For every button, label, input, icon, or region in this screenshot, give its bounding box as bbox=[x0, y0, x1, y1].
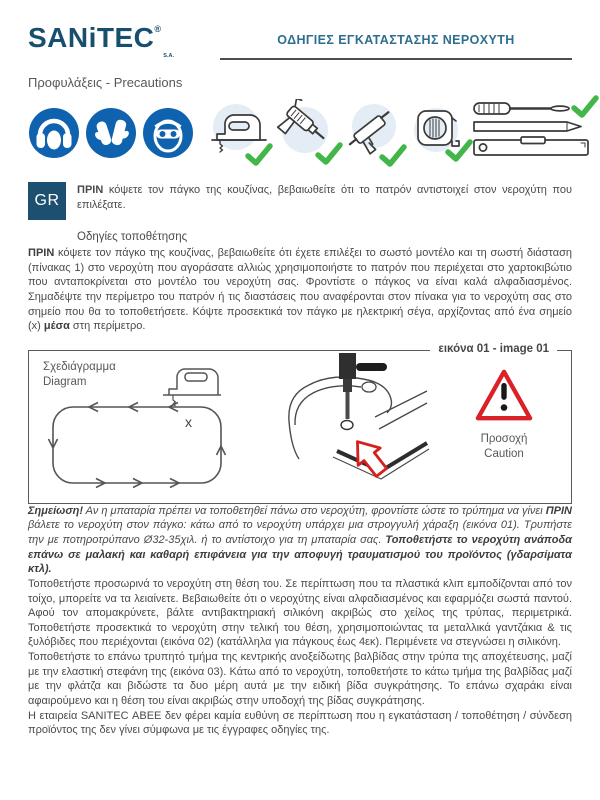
hand-tools-set bbox=[471, 100, 595, 165]
check-icon bbox=[379, 144, 407, 168]
paragraph-3: Τοποθετήστε προσωρινά το νεροχύτη στη θέση του. Σε περίπτωση που τα πλαστικά κλιπ εμποδίζονται από τον τοίχο, μπορείτε να τα λειαίνετε. Βεβαιωθείτε ότι ο νεροχύτης είναι αλφαδιασμένος και εφαρμόζει σωστά παντού. Αφού τον απομακρύνετε, βάλτε αντιβακτηριακή σιλικόνη ακριβώς στο χείλος της τρύπας, περιμετρικά. Τοποθετήστε προσεκτικά το νεροχύτη στην τελική του θέση, χρησιμοποιώντας τα μεταλλικά γαντζάκια & τις ξυλόβιδες που περιέχονται (εικόνα 02) (κατάλληλα για πάγκους έως 4εκ). Περιμένετε να στεγνώσει η σιλικόνη. bbox=[28, 577, 572, 649]
cutting-path-diagram bbox=[37, 359, 283, 495]
check-icon bbox=[445, 139, 473, 163]
sanitec-logo bbox=[28, 22, 180, 59]
caulk-gun-tool bbox=[341, 99, 403, 166]
bold-keyword: μέσα bbox=[43, 320, 70, 333]
figure-01-box bbox=[28, 342, 572, 504]
drill-tool bbox=[272, 99, 336, 166]
language-badge: GR bbox=[28, 182, 66, 220]
registered-mark: ® bbox=[154, 24, 162, 34]
face-protection-icon bbox=[142, 107, 194, 159]
precaution-icons-row bbox=[28, 99, 572, 166]
check-icon bbox=[315, 142, 343, 166]
drilling-illustration bbox=[277, 353, 433, 501]
disclaimer-paragraph: Η εταιρεία SANITEC ΑΒΕΕ δεν φέρει καμία ευθύνη σε περίπτωση που η εγκατάσταση / τοποθέτηση / σύνδεση προϊόντος της δεν γίνει σύμφωνα με τις έγγραφες οδηγίες της. bbox=[28, 709, 572, 737]
diagram-label: Σχεδιάγραμμα Diagram bbox=[43, 360, 116, 388]
subheading-install: Οδηγίες τοποθέτησης bbox=[77, 231, 188, 243]
bold-keyword: ΠΡΙΝ bbox=[77, 184, 104, 196]
caution-block bbox=[445, 367, 563, 462]
logo-sa-suffix: S.A. bbox=[163, 53, 174, 59]
bold-keyword: Σημείωση! bbox=[28, 504, 84, 517]
ear-protection-icon bbox=[28, 107, 80, 159]
bold-keyword: ΠΡΙΝ bbox=[545, 504, 572, 517]
title-rule bbox=[220, 24, 572, 60]
header bbox=[28, 24, 572, 60]
paragraph-4: Τοποθετήστε το επάνω τρυπητό τμήμα της κεντρικής ανοξείδωτης βαλβίδας στην τρύπα της αποχέτευσης, μαζί με την ελαστική στεφάνη της (εικόνα 03). Κάτω από το νεροχύτη, τοποθετήστε το κάτω τμήμα της βαλβίδας μαζί με την φλάτζα και βιδώστε τα δυο μέρη αυτά με την ειδική βίδα συγκράτησης. Το επάνω σχαράκι είναι αφαιρούμενο και η θέση του είναι ακριβώς στην υποδοχή της βίδας συγκράτησης. bbox=[28, 651, 572, 707]
logo-text: SANiTEC bbox=[28, 22, 155, 53]
note-paragraph: Σημείωση! Αν η μπαταρία πρέπει να τοποθετηθεί πάνω στο νεροχύτη, φροντίστε ώστε το τρύπημα να γίνει ΠΡΙΝ βάλετε το νεροχύτη στον πάγκο: κάτω από το νεροχύτη υπάρχει μια στρογγυλή χάραξη (εικόνα 01). Τρυπήστε την με ποτηροτρύπανο Ø32-35χιλ. ή το αντίστοιχο για τη μπαταρία σας. Τοποθετήστε το νεροχύτη ανάποδα επάνω σε μαλακή και καθαρή επιφάνεια για την αποφυγή τραυματισμού του προϊόντος (γδαρσίματα κτλ). bbox=[28, 504, 572, 576]
gloves-icon bbox=[85, 107, 137, 159]
check-icon bbox=[571, 95, 599, 119]
gr-section bbox=[28, 182, 572, 220]
warning-triangle-icon bbox=[473, 367, 535, 423]
jigsaw-tool bbox=[199, 100, 267, 165]
tape-measure-tool bbox=[408, 100, 466, 165]
check-icon bbox=[245, 143, 273, 167]
caution-label: Προσοχή Caution bbox=[480, 432, 528, 460]
figure-label: εικόνα 01 - image 01 bbox=[430, 343, 557, 355]
cut-start-mark: x bbox=[185, 413, 192, 430]
gr-intro-paragraph: ΠΡΙΝ κόψετε τον πάγκο της κουζίνας, βεβαιωθείτε ότι το πατρόν αντιστοιχεί στον νεροχύτη που επιλέξατε. bbox=[77, 184, 572, 211]
page-title: ΟΔΗΓΙΕΣ ΕΓΚΑΤΑΣΤΑΣΗΣ ΝΕΡΟΧΥΤΗ bbox=[277, 33, 515, 47]
bold-keyword: ΠΡΙΝ bbox=[28, 247, 55, 259]
paragraph-1: ΠΡΙΝ κόψετε τον πάγκο της κουζίνας, βεβαιωθείτε ότι έχετε επιλέξει το σωστό μοντέλο και τη σωστή διάσταση (πίνακας 1) στο νεροχύτη που αγοράσατε αλλιώς χρησιμοποιήστε το πατρόν που περιέχεται στο χαρτοκιβώτιο που ανταποκρίνεται στο μοντέλο του νεροχύτη σας. Φροντίστε ο πάγκος να είναι καλά αλφαδιασμένος. Σημαδέψτε την περίμετρο του πατρόν ή τις διαστάσεις που αναφέρονται στον πίνακα για το νεροχύτη σας στο σημείο που θα το τοποθετήσετε. Κόψτε προσεκτικά τον πάγκο με ηλεκτρική σέγα, αρχίζοντας από ένα σημείο (x) μέσα στη περίμετρο. bbox=[28, 247, 572, 333]
bold-sentence: Τοποθετήστε το νεροχύτη ανάποδα επάνω σε μαλακή και καθαρή επιφάνεια για την αποφυγή τραυματισμού του προϊόντος (γδαρσίματα κτλ). bbox=[28, 534, 572, 576]
precautions-heading: Προφυλάξεις - Precautions bbox=[28, 75, 183, 90]
